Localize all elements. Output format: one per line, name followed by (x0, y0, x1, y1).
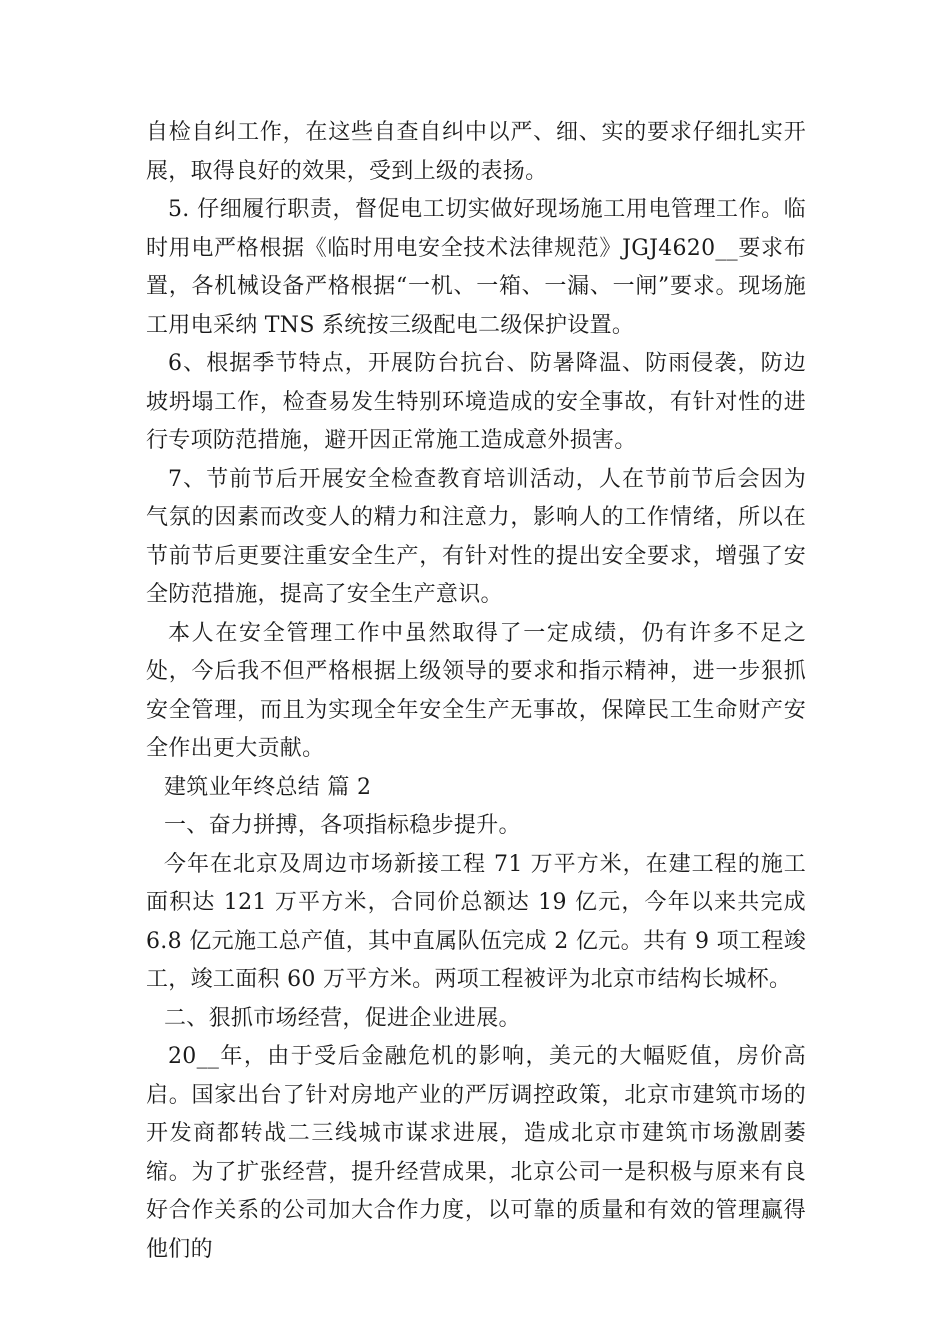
subheading-2: 二、狠抓市场经营，促进企业进展。 (164, 1005, 521, 1031)
paragraph-item-6: 6、根据季节特点，开展防台抗台、防暑降温、防雨侵袭，防边坡坍塌工作，检查易发生特别环境造成的安全事故，有针对性的进行专项防范措施，避开因正常施工造成意外损害。 (146, 351, 806, 453)
paragraph-self-inspection: 自检自纠工作，在这些自查自纠中以严、细、实的要求仔细扎实开展，取得良好的效果，受到上级的表扬。 (146, 120, 806, 184)
section-heading-part-2: 建筑业年终总结 篇 2 (164, 774, 372, 800)
paragraph-item-7: 7、节前节后开展安全检查教育培训活动，人在节前节后会因为气氛的因素而改变人的精力和注意力，影响人的工作情绪，所以在节前节后更要注重安全生产，有针对性的提出安全要求，增强了安全防范措施，提高了安全生产意识。 (146, 466, 806, 607)
document-body (146, 114, 806, 1269)
subheading-1: 一、奋力拼搏，各项指标稳步提升。 (164, 813, 521, 838)
paragraph-item-5: 5. 仔细履行职责，督促电工切实做好现场施工用电管理工作。临时用电严格根据《临时用电安全技术法律规范》JGJ4620__要求布置，各机械设备严格根据“一机、一箱、一漏、一闸”要求。现场施工用电采纳 TNS 系统按三级配电二级保护设置。 (146, 197, 806, 338)
paragraph-market: 20__年，由于受后金融危机的影响，美元的大幅贬值，房价高启。国家出台了针对房地产业的严厉调控政策，北京市建筑市场的开发商都转战二三线城市谋求进展，造成北京市建筑市场激剧萎缩。为了扩张经营，提升经营成果，北京公司一是积极与原来有良好合作关系的公司加大合作力度，以可靠的质量和有效的管理赢得他们的 (146, 1044, 806, 1262)
paragraph-indicators: 今年在北京及周边市场新接工程 71 万平方米，在建工程的施工面积达 121 万平方米，合同价总额达 19 亿元，今年以来共完成 6.8 亿元施工总产值，其中直属队伍完成 2 亿元。共有 9 项工程竣工，竣工面积 60 万平方米。两项工程被评为北京市结构长城杯。 (146, 851, 806, 992)
paragraph-conclusion: 本人在安全管理工作中虽然取得了一定成绩，仍有许多不足之处，今后我不但严格根据上级领导的要求和指示精神，进一步狠抓安全管理，而且为实现全年安全生产无事故，保障民工生命财产安全作出更大贡献。 (146, 620, 806, 761)
